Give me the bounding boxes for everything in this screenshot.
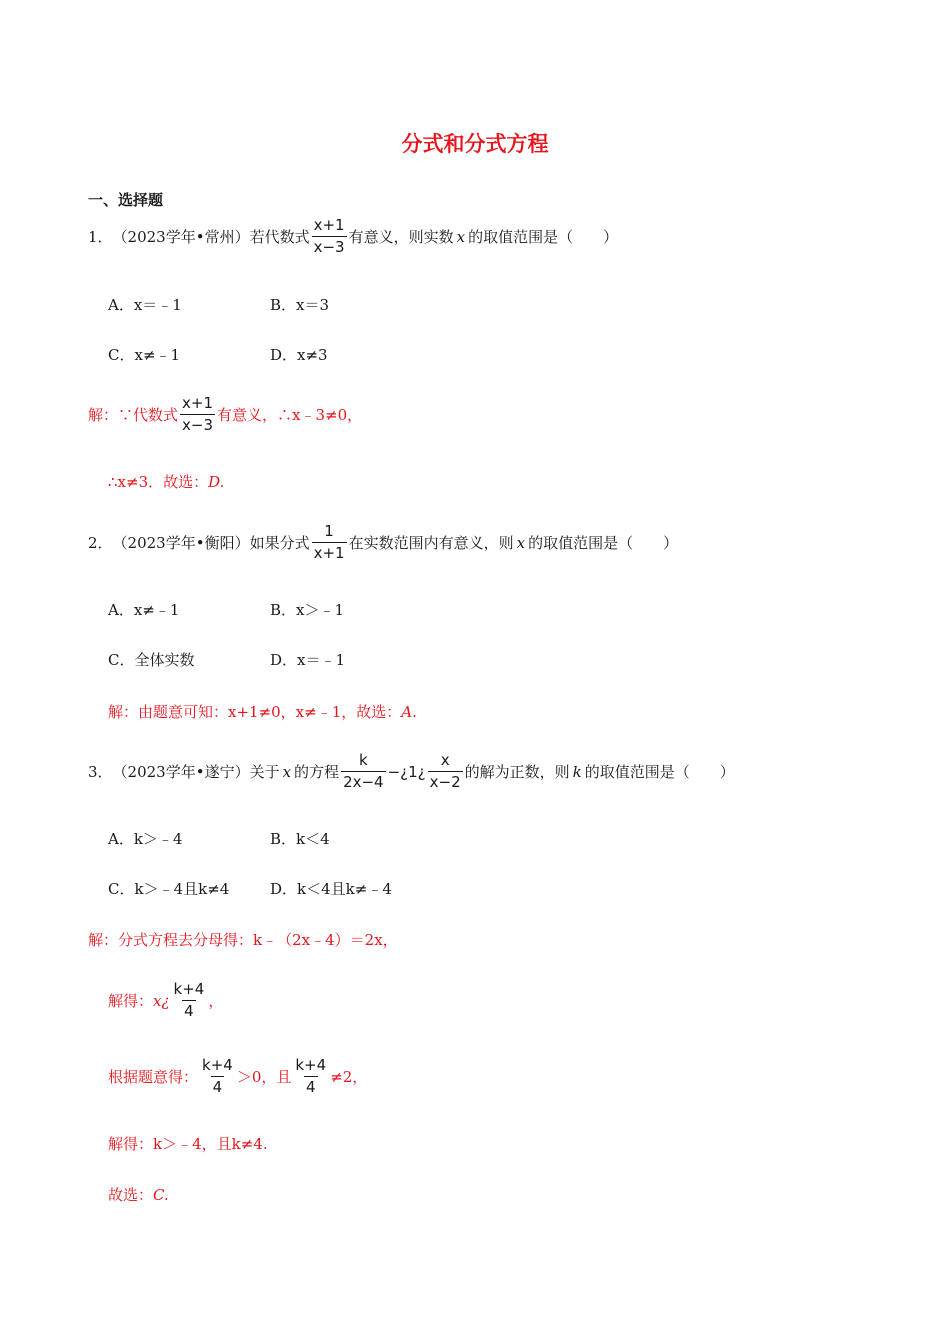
q2-solution (108, 701, 417, 722)
q1-option-b: B．x＝3 (270, 296, 330, 314)
q3-sol2-text: 解得： (108, 992, 154, 1010)
q3-fraction-1 (341, 751, 386, 792)
q2-option-d: D．x＝﹣1 (270, 651, 346, 669)
q3-sol3-mid: ＞0，且 (236, 1068, 292, 1086)
q2-number: 2． (88, 534, 113, 552)
q1-option-c: C．x≠﹣1 (108, 346, 181, 364)
q3-sol3-frac1-num: k+4 (202, 1056, 233, 1074)
q2-fraction (312, 522, 347, 563)
q1-sol-frac-num: x+1 (182, 394, 214, 412)
q3-sol2-fraction (172, 980, 207, 1021)
q3-option-b: B．k＜4 (270, 830, 330, 848)
q3-option-d: D．k＜4且k≠﹣4 (270, 880, 392, 898)
q3-solution-line2 (108, 980, 223, 1021)
q1-tail1: 有意义，则实数 (348, 228, 454, 246)
q3-sol3-fraction-2 (293, 1056, 328, 1097)
question-1 (88, 216, 618, 257)
q2-var: x (516, 533, 526, 552)
q3-sol1-eq: k﹣（2x﹣4）＝2x， (253, 931, 398, 949)
question-2 (88, 522, 678, 563)
q1-sol-text-c: x﹣3≠0， (292, 406, 363, 424)
q2-option-c: C．全体实数 (108, 651, 195, 669)
q3-tail1: 的解为正数，则 (464, 763, 570, 781)
q3-sol3-frac2-num: k+4 (295, 1056, 327, 1074)
q2-option-b: B．x＞﹣1 (270, 601, 345, 619)
q3-number: 3． (88, 763, 113, 781)
q3-operator: −¿1¿ (387, 762, 426, 781)
q2-answer: A. (401, 703, 417, 721)
q3-frac2-den: x−2 (429, 773, 461, 791)
q1-solution-line1 (88, 394, 362, 435)
q1-source: （2023学年•常州）若代数式 (112, 228, 310, 246)
q1-sol-frac-den: x−3 (182, 416, 214, 434)
q3-answer: C. (153, 1186, 169, 1204)
q1-frac-den: x−3 (313, 238, 345, 256)
q3-sol3-frac1-den: 4 (212, 1078, 223, 1096)
q3-sol3-text: 根据题意得： (108, 1068, 199, 1086)
q3-sol1-text: 解：分式方程去分母得： (88, 931, 254, 949)
q1-fraction (312, 216, 347, 257)
section-heading: 一、选择题 (88, 191, 164, 209)
q3-sol2-frac-num: k+4 (173, 980, 205, 998)
q3-frac1-den: 2x−4 (343, 773, 384, 791)
q2-frac-num: 1 (324, 522, 334, 540)
q3-solution-line4: 解得：k＞﹣4，且k≠4. (108, 1135, 268, 1153)
q2-sol-text: 解：由题意可知：x+1≠0，x≠﹣1，故选： (108, 703, 402, 721)
q3-option-c: C．k＞﹣4且k≠4 (108, 880, 230, 898)
q3-solution-line1 (88, 929, 398, 950)
q3-mid: 的方程 (294, 763, 340, 781)
q2-frac-den: x+1 (313, 544, 345, 562)
q3-fraction-2 (428, 751, 463, 792)
q3-var: x (282, 762, 292, 781)
q3-sol2-comma: ， (208, 992, 224, 1010)
q3-solution-line5 (108, 1184, 169, 1205)
page-title: 分式和分式方程 (401, 131, 549, 156)
question-3 (88, 751, 735, 792)
q1-answer: D. (208, 473, 225, 491)
q1-tail2: 的取值范围是（ ） (468, 228, 619, 246)
q1-var: x (456, 227, 466, 246)
q1-number: 1． (88, 228, 113, 246)
q3-sol2-var: x¿ (153, 991, 170, 1010)
q3-sol3-frac2-den: 4 (306, 1078, 316, 1096)
q1-option-d: D．x≠3 (270, 346, 328, 364)
q1-sol-fraction (180, 394, 215, 435)
q3-frac1-num: k (358, 751, 368, 769)
q3-var2: k (572, 762, 582, 781)
q3-sol3-fraction-1 (200, 1056, 235, 1097)
q3-sol2-frac-den: 4 (184, 1002, 194, 1020)
q1-sol-text-a: 解：∵代数式 (88, 406, 179, 424)
q3-option-a: A．k＞﹣4 (108, 830, 183, 848)
q3-tail2: 的取值范围是（ ） (584, 763, 735, 781)
q1-sol2-text: ∴x≠3．故选： (108, 473, 209, 491)
q1-sol-text-b: 有意义，∴ (217, 406, 293, 424)
q3-frac2-num: x (440, 751, 450, 769)
q1-option-a: A．x＝﹣1 (108, 296, 182, 314)
q3-solution-line3 (108, 1056, 367, 1097)
q2-tail2: 的取值范围是（ ） (528, 534, 679, 552)
q1-frac-num: x+1 (313, 216, 345, 234)
q2-source: （2023学年•衡阳）如果分式 (112, 534, 310, 552)
q2-option-a: A．x≠﹣1 (108, 601, 180, 619)
q3-sol3-tail: ≠2， (330, 1068, 368, 1086)
q3-sol5-text: 故选： (108, 1186, 154, 1204)
q1-solution-line2 (108, 471, 224, 492)
q3-source: （2023学年•遂宁）关于 (112, 763, 280, 781)
q2-tail1: 在实数范围内有意义，则 (348, 534, 514, 552)
